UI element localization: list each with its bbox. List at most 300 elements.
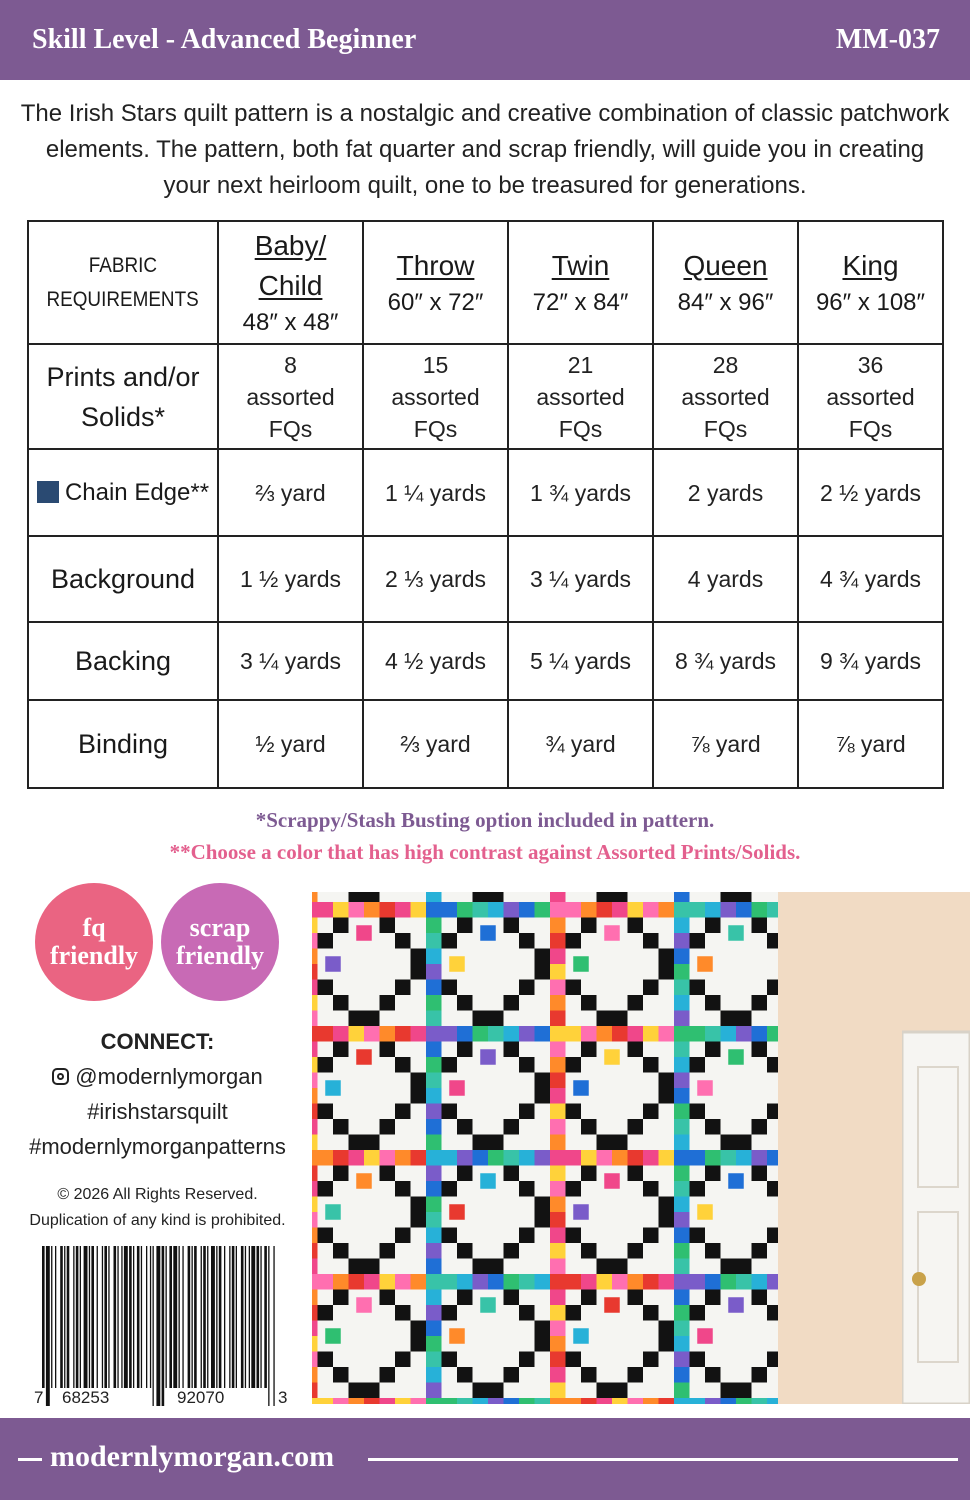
quilt-square — [442, 1274, 458, 1290]
quilt-square — [318, 933, 334, 949]
cell-word: assorted — [681, 383, 770, 410]
quilt-square — [312, 1290, 318, 1306]
pattern-code: MM-037 — [835, 24, 940, 55]
quilt-square — [426, 1352, 442, 1368]
barcode-bar — [64, 1246, 65, 1388]
quilt-square — [674, 1057, 690, 1073]
quilt-square — [566, 1104, 582, 1120]
quilt-square — [426, 964, 442, 980]
quilt-square — [364, 892, 380, 902]
quilt-square — [480, 1173, 496, 1189]
quilt-square — [643, 1026, 659, 1042]
cell-word: assorted — [536, 383, 625, 410]
size-name: King — [842, 249, 899, 281]
quilt-square — [426, 1290, 442, 1306]
quilt-square — [674, 1135, 690, 1151]
quilt-square — [333, 995, 349, 1011]
barcode-bar — [137, 1246, 140, 1388]
quilt-square — [312, 1336, 318, 1352]
quilt-square — [597, 1026, 613, 1042]
quilt-square — [333, 1119, 349, 1135]
quilt-square — [604, 1173, 620, 1189]
quilt-square — [519, 1352, 535, 1368]
quilt-square — [581, 1367, 597, 1383]
quilt-square — [550, 1305, 566, 1321]
quilt-square — [674, 902, 690, 918]
quilt-square — [426, 1212, 442, 1228]
table-row — [28, 622, 943, 700]
quilt-square — [736, 1259, 752, 1275]
quilt-square — [333, 1367, 349, 1383]
quilt-square — [550, 1259, 566, 1275]
cell-unit: FQs — [268, 415, 313, 442]
quilt-square — [426, 995, 442, 1011]
quilt-square — [488, 1011, 504, 1027]
quilt-square — [721, 1150, 737, 1166]
quilt-square — [333, 1150, 349, 1166]
fq-friendly-badge — [35, 883, 153, 1001]
barcode-bar — [179, 1246, 180, 1388]
table-cell: 1 ¼ yards — [363, 449, 508, 536]
quilt-square — [380, 1398, 396, 1404]
quilt-square — [504, 1166, 520, 1182]
quilt-square — [395, 1305, 411, 1321]
skill-level: Skill Level - Advanced Beginner — [32, 24, 417, 55]
quilt-square — [550, 949, 566, 965]
quilt-square — [705, 1026, 721, 1042]
quilt-square — [690, 1274, 706, 1290]
quilt-square — [504, 1119, 520, 1135]
quilt-square — [426, 1321, 442, 1337]
quilt-square — [550, 1042, 566, 1058]
quilt-square — [457, 918, 473, 934]
table-cell: ½ yard — [218, 700, 363, 788]
quilt-square — [380, 1243, 396, 1259]
quilt-square — [674, 918, 690, 934]
quilt-square — [659, 1150, 675, 1166]
quilt-square — [752, 1367, 768, 1383]
cell-unit: FQs — [558, 415, 603, 442]
quilt-square — [573, 956, 589, 972]
quilt-square — [333, 1274, 349, 1290]
quilt-square — [449, 956, 465, 972]
quilt-square — [364, 1259, 380, 1275]
hashtag-modernlymorganpatterns: #modernlymorganpatterns — [29, 1134, 286, 1159]
quilt-square — [566, 1026, 582, 1042]
barcode-bar — [133, 1246, 134, 1388]
quilt-square — [449, 1204, 465, 1220]
quilt-square — [736, 902, 752, 918]
quilt-square — [395, 902, 411, 918]
quilt-square — [643, 1057, 659, 1073]
quilt-square — [728, 1297, 744, 1313]
row-label-line-1: Prints and/or — [46, 361, 200, 392]
quilt-square — [312, 892, 318, 902]
quilt-square — [674, 1011, 690, 1027]
quilt-square — [550, 1352, 566, 1368]
quilt-square — [473, 902, 489, 918]
table-cell: 4 yards — [653, 536, 798, 622]
quilt-square — [736, 1026, 752, 1042]
scrappy-note: *Scrappy/Stash Busting option included in pattern. — [255, 808, 715, 832]
quilt-square — [426, 949, 442, 965]
quilt-square — [349, 902, 365, 918]
quilt-square — [395, 1274, 411, 1290]
quilt-square — [597, 1274, 613, 1290]
barcode-bar — [229, 1246, 230, 1388]
barcode-bar — [211, 1246, 215, 1388]
quilt-square — [566, 933, 582, 949]
quilt-square — [380, 1367, 396, 1383]
quilt-square — [674, 1104, 690, 1120]
quilt-square — [519, 980, 535, 996]
quilt-square — [566, 1228, 582, 1244]
quilt-square — [504, 995, 520, 1011]
quilt-square — [752, 1274, 768, 1290]
quilt-square — [628, 1042, 644, 1058]
quilt-square — [721, 1259, 737, 1275]
table-cell: 2 ⅓ yards — [363, 536, 508, 622]
quilt-square — [426, 1336, 442, 1352]
quilt-square — [504, 1150, 520, 1166]
quilt-square — [395, 1352, 411, 1368]
quilt-square — [473, 1011, 489, 1027]
quilt-square — [312, 1321, 318, 1337]
quilt-square — [736, 1383, 752, 1399]
copyright-line-2: Duplication of any kind is prohibited. — [29, 1212, 286, 1229]
quilt-square — [721, 1135, 737, 1151]
quilt-square — [674, 1383, 690, 1399]
barcode-bar — [55, 1246, 56, 1388]
quilt-square — [597, 1259, 613, 1275]
quilt-square — [535, 1073, 551, 1089]
barcode-bar — [80, 1246, 81, 1388]
quilt-square — [457, 1150, 473, 1166]
quilt-square — [426, 1011, 442, 1027]
table-cell: ⅞ yard — [798, 700, 943, 788]
quilt-square — [457, 1398, 473, 1404]
barcode-bar — [108, 1246, 109, 1388]
quilt-square — [364, 1150, 380, 1166]
quilt-square — [442, 902, 458, 918]
quilt-square — [426, 892, 442, 902]
quilt-square — [705, 1398, 721, 1404]
quilt-square — [364, 1011, 380, 1027]
quilt-square — [312, 949, 318, 965]
quilt-square — [550, 1336, 566, 1352]
quilt-square — [473, 1274, 489, 1290]
quilt-square — [504, 902, 520, 918]
quilt-square — [442, 1228, 458, 1244]
quilt-square — [659, 949, 675, 965]
quilt-square — [612, 1135, 628, 1151]
quilt-square — [581, 1119, 597, 1135]
instagram-icon — [52, 1068, 69, 1085]
quilt-square — [395, 1104, 411, 1120]
table-cell — [508, 344, 653, 449]
table-row — [28, 536, 943, 622]
footer-rule-left — [18, 1458, 42, 1461]
barcode-bar — [232, 1246, 235, 1388]
barcode-bar — [84, 1246, 88, 1388]
quilt-square — [519, 1398, 535, 1404]
quilt-square — [380, 1026, 396, 1042]
quilt-square — [312, 1383, 318, 1399]
barcode-bar — [124, 1246, 128, 1388]
quilt-square — [597, 1150, 613, 1166]
quilt-square — [504, 1274, 520, 1290]
quilt-square — [473, 1135, 489, 1151]
quilt-square — [504, 1042, 520, 1058]
quilt-square — [312, 918, 318, 934]
table-cell — [798, 344, 943, 449]
quilt-square — [312, 1088, 318, 1104]
table-header-row — [28, 221, 943, 344]
quilt-square — [395, 980, 411, 996]
quilt-square — [333, 1166, 349, 1182]
quilt-square — [705, 1367, 721, 1383]
quilt-square — [325, 1204, 341, 1220]
quilt-square — [312, 902, 318, 918]
quilt-square — [504, 918, 520, 934]
quilt-square — [380, 995, 396, 1011]
quilt-square — [380, 1166, 396, 1182]
quilt-square — [597, 1135, 613, 1151]
quilt-square — [535, 964, 551, 980]
quilt-square — [312, 995, 318, 1011]
quilt-square — [705, 918, 721, 934]
quilt-square — [535, 949, 551, 965]
quilt-square — [411, 1321, 427, 1337]
table-cell: 5 ¼ yards — [508, 622, 653, 700]
quilt-square — [442, 1026, 458, 1042]
quilt-square — [504, 1026, 520, 1042]
quilt-square — [728, 1049, 744, 1065]
quilt-square — [736, 1150, 752, 1166]
quilt-square — [674, 1181, 690, 1197]
cell-word: assorted — [826, 383, 915, 410]
quilt-square — [426, 1119, 442, 1135]
quilt-square — [426, 980, 442, 996]
quilt-square — [480, 925, 496, 941]
quilt-square — [550, 1321, 566, 1337]
barcode-bar — [104, 1246, 107, 1388]
quilt-photo — [312, 892, 970, 1404]
quilt-square — [705, 902, 721, 918]
quilt-square — [380, 918, 396, 934]
quilt-square — [674, 1290, 690, 1306]
quilt-square — [690, 1104, 706, 1120]
quilt-square — [674, 1166, 690, 1182]
quilt-square — [318, 1026, 334, 1042]
barcode-bar — [169, 1246, 172, 1388]
barcode-bar — [91, 1246, 94, 1388]
quilt-square — [488, 1383, 504, 1399]
quilt-square — [535, 1150, 551, 1166]
barcode-bar — [194, 1246, 197, 1388]
barcode-bar — [129, 1246, 132, 1388]
quilt-square — [628, 1166, 644, 1182]
quilt-square — [449, 1328, 465, 1344]
quilt-square — [333, 1398, 349, 1404]
quilt-square — [504, 1243, 520, 1259]
barcode-bar — [156, 1246, 160, 1406]
quilt-square — [643, 933, 659, 949]
quilt-square — [581, 1274, 597, 1290]
quilt-square — [597, 1383, 613, 1399]
quilt-square — [457, 1274, 473, 1290]
row-label-line-2: Solids* — [80, 401, 166, 432]
barcode-bar — [224, 1246, 225, 1388]
quilt-square — [519, 1150, 535, 1166]
quilt-square — [426, 1150, 442, 1166]
barcode-digit-group-2: 92070 — [177, 1388, 225, 1407]
quilt-square — [356, 925, 372, 941]
table-row — [28, 344, 943, 449]
cell-count: 28 — [712, 351, 739, 378]
quilt-square — [312, 1026, 318, 1042]
quilt-square — [449, 1080, 465, 1096]
quilt-square — [721, 1011, 737, 1027]
quilt-square — [364, 1398, 380, 1404]
barcode-bar — [150, 1246, 151, 1388]
quilt-square — [604, 1049, 620, 1065]
barcode-bar — [236, 1246, 237, 1388]
quilt-square — [504, 1367, 520, 1383]
table-cell: 9 ¾ yards — [798, 622, 943, 700]
door-knob — [912, 1272, 926, 1286]
quilt-square — [690, 980, 706, 996]
quilt-square — [643, 1181, 659, 1197]
quilt-square — [550, 1243, 566, 1259]
quilt-square — [674, 1259, 690, 1275]
quilt-square — [442, 1104, 458, 1120]
website-url[interactable]: modernlymorgan.com — [50, 1440, 335, 1473]
size-dims: 72″ x 84″ — [532, 288, 629, 316]
quilt-square — [705, 1290, 721, 1306]
row-label-line-1: Chain Edge** — [64, 478, 210, 506]
quilt-square — [752, 918, 768, 934]
size-twin — [508, 221, 653, 344]
quilt-square — [349, 1011, 365, 1027]
quilt-square — [659, 1197, 675, 1213]
size-dims: 96″ x 108″ — [815, 288, 926, 316]
quilt-square — [349, 1274, 365, 1290]
cell-count: 36 — [857, 351, 884, 378]
quilt-square — [705, 1274, 721, 1290]
size-name: Baby/ — [254, 229, 327, 261]
table-row — [28, 449, 943, 536]
quilt-square — [426, 1135, 442, 1151]
quilt-square — [349, 1259, 365, 1275]
size-name-line-2: Child — [258, 269, 323, 301]
quilt-square — [325, 1328, 341, 1344]
quilt-square — [519, 902, 535, 918]
door — [902, 1032, 970, 1404]
quilt-square — [566, 1181, 582, 1197]
quilt-square — [752, 1398, 768, 1404]
barcode-bar — [67, 1246, 70, 1388]
quilt-square — [628, 1367, 644, 1383]
quilt-square — [690, 1057, 706, 1073]
cell-count: 8 — [284, 351, 297, 378]
quilt-square — [721, 1398, 737, 1404]
quilt-square — [442, 1305, 458, 1321]
quilt-square — [581, 1042, 597, 1058]
quilt-square — [550, 1166, 566, 1182]
quilt-square — [659, 1336, 675, 1352]
quilt-square — [581, 1398, 597, 1404]
barcode-bar — [182, 1246, 183, 1388]
barcode-bar — [264, 1246, 267, 1388]
badge-line-1: fq — [82, 913, 106, 942]
quilt-square — [550, 1073, 566, 1089]
cell-count: 15 — [422, 351, 449, 378]
quilt-square — [736, 892, 752, 902]
quilt-square — [721, 1026, 737, 1042]
quilt-square — [674, 892, 690, 902]
quilt-square — [426, 1057, 442, 1073]
quilt-square — [690, 1181, 706, 1197]
quilt-square — [411, 1073, 427, 1089]
table-cell: 2 ½ yards — [798, 449, 943, 536]
quilt-square — [364, 1274, 380, 1290]
table-cell: 1 ¾ yards — [508, 449, 653, 536]
quilt-square — [612, 892, 628, 902]
quilt-square — [318, 980, 334, 996]
quilt-square — [411, 1026, 427, 1042]
quilt-square — [550, 1228, 566, 1244]
barcode-bar — [76, 1246, 79, 1388]
quilt-square — [674, 1119, 690, 1135]
quilt-square — [628, 1119, 644, 1135]
barcode-bar — [241, 1246, 244, 1388]
quilt-square — [535, 1398, 551, 1404]
quilt-square — [519, 1274, 535, 1290]
barcode-bar — [245, 1246, 246, 1388]
instagram-handle-line[interactable] — [20, 1059, 295, 1094]
barcode-bar — [60, 1246, 63, 1388]
table-cell: 2 yards — [653, 449, 798, 536]
barcode-bar — [51, 1246, 52, 1388]
quilt-square — [411, 902, 427, 918]
barcode-bar — [201, 1246, 202, 1388]
quilt-square — [349, 1150, 365, 1166]
quilt-square — [728, 925, 744, 941]
quilt-square — [566, 980, 582, 996]
quilt-square — [612, 1274, 628, 1290]
quilt-square — [380, 902, 396, 918]
quilt-square — [535, 1321, 551, 1337]
quilt-square — [550, 995, 566, 1011]
quilt-square — [752, 1166, 768, 1182]
quilt-square — [426, 1243, 442, 1259]
barcode-bar — [146, 1246, 147, 1388]
quilt-square — [612, 1150, 628, 1166]
quilt-square — [349, 1135, 365, 1151]
quilt-square — [380, 1150, 396, 1166]
barcode-digit-group-1: 68253 — [62, 1388, 110, 1407]
quilt-square — [690, 933, 706, 949]
quilt-square — [535, 1212, 551, 1228]
barcode-bar — [153, 1246, 154, 1406]
quilt-square — [550, 918, 566, 934]
quilt-square — [628, 918, 644, 934]
quilt-square — [333, 902, 349, 918]
quilt-square — [550, 1398, 566, 1404]
quilt-square — [535, 1336, 551, 1352]
quilt-square — [312, 933, 318, 949]
